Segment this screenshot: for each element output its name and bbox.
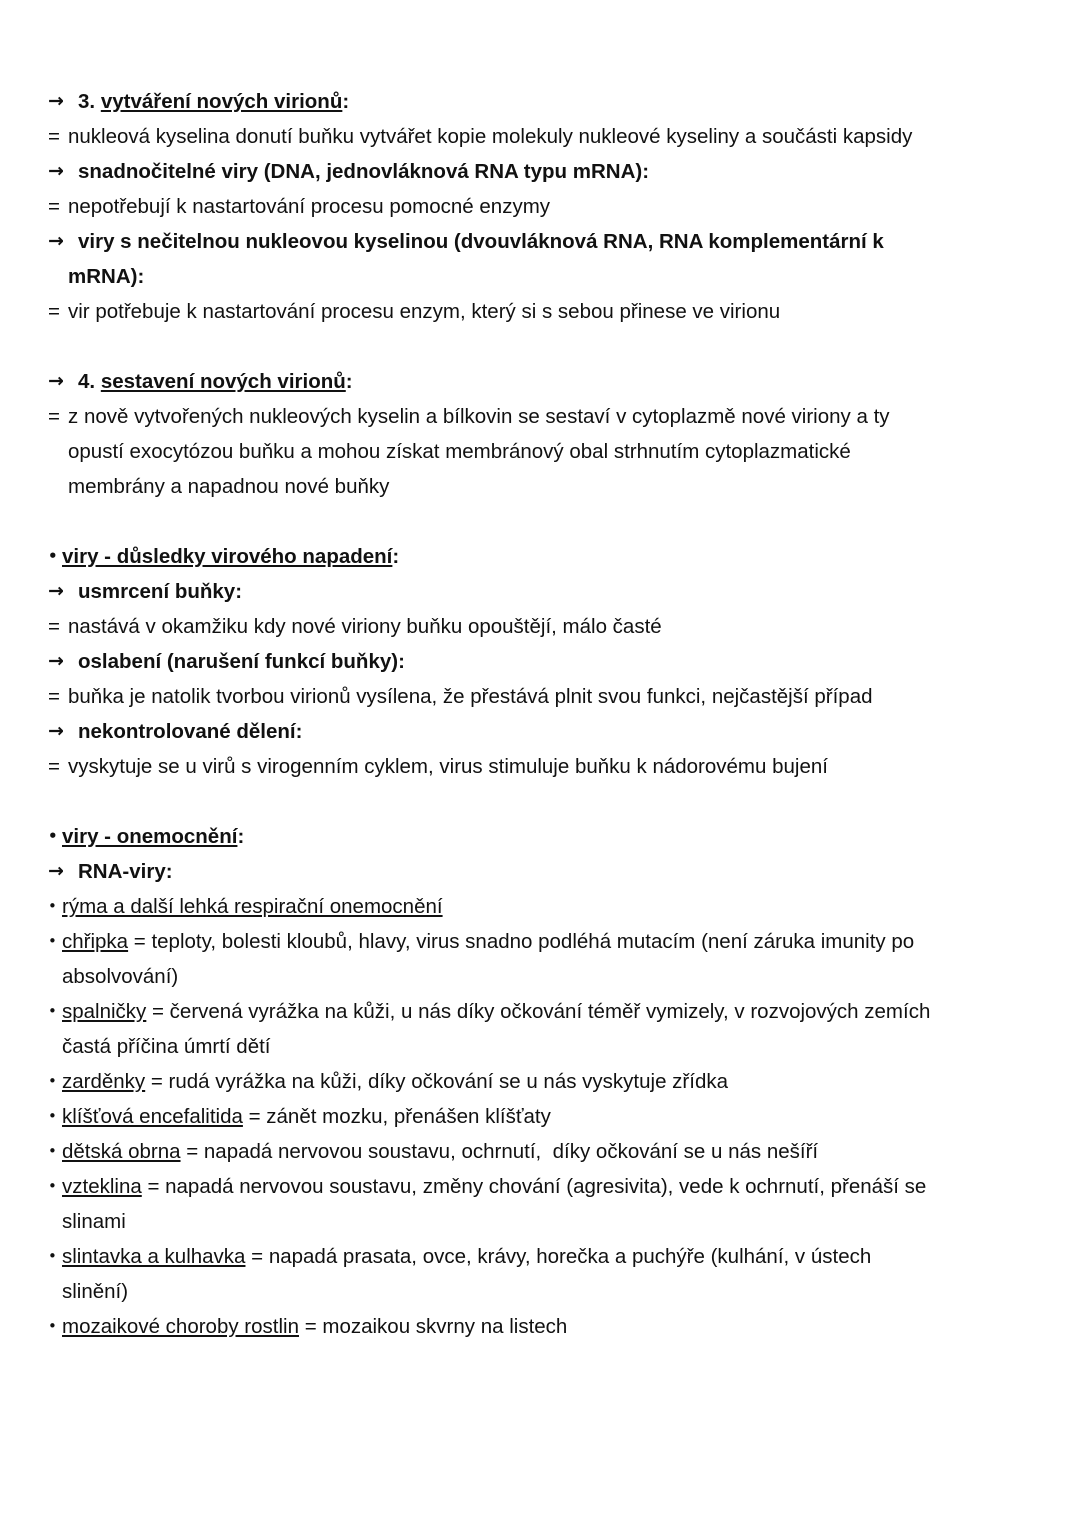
heading-text: oslabení (narušení funkcí buňky): [78,650,405,673]
bullet-icon: • [48,1142,57,1160]
arrow-icon: → [48,580,64,602]
body-line-usmrceni [48,609,1020,644]
list-item [48,889,1020,924]
heading-viry-onemocneni [48,819,1020,854]
equals-marker: = [48,755,60,778]
list-item [48,1099,1020,1134]
bullet-icon: • [48,1317,57,1335]
heading-viry-s-necitelnou-kyselinou-line2 [48,259,1020,294]
body-line-vir-potrebuje [48,294,1020,329]
bullet-icon: • [48,932,57,950]
heading-rna-viry [48,854,1020,889]
section-gap [48,784,1020,819]
equals-marker: = [48,685,60,708]
heading-text-line2: mRNA): [68,265,145,288]
section-gap [48,504,1020,539]
disease-description: = rudá vyrážka na kůži, díky očkování se u nás vyskytuje zřídka [145,1070,728,1093]
bullet-icon: • [48,827,58,845]
heading-underlined-text: vytváření nových virionů [100,90,343,113]
bullet-icon: • [48,1247,57,1265]
list-item-continuation [48,959,1020,994]
disease-description: = napadá nervovou soustavu, změny chování (agresivita), vede k ochrnutí, přenáší se [141,1175,927,1198]
body-line-nepotrebuji [48,189,1020,224]
arrow-icon: → [48,720,64,742]
body-line-sestaveni-2 [48,434,1020,469]
heading-suffix: : [237,825,245,848]
disease-description-line2: absolvování) [62,965,179,988]
disease-name: spalničky [62,1000,147,1023]
disease-description: = teploty, bolesti kloubů, hlavy, virus snadno podléhá mutacím (není záruka imunity po [128,930,915,953]
body-line-sestaveni-3 [48,469,1020,504]
heading-text: snadnočitelné viry (DNA, jednovláknová RNA typu mRNA): [78,160,650,183]
heading-sestaveni-novych-virionu [48,364,1020,399]
heading-underlined-text: viry - důsledky virového napadení [62,545,393,568]
heading-text: RNA-viry: [78,860,173,883]
list-item-continuation [48,1204,1020,1239]
body-text: nukleová kyselina donutí buňku vytvářet kopie molekuly nukleové kyseliny a součásti kapsidy [68,125,913,148]
heading-oslabeni [48,644,1020,679]
bullet-icon: • [48,897,57,915]
heading-viry-s-necitelnou-kyselinou [48,224,1020,259]
disease-name: vzteklina [62,1175,142,1198]
body-text: nastává v okamžiku kdy nové viriony buňku opouštějí, málo časté [68,615,662,638]
list-item [48,1239,1020,1274]
disease-description: = červená vyrážka na kůži, u nás díky očkování téměř vymizely, v rozvojových zemích [146,1000,931,1023]
list-item [48,924,1020,959]
disease-description: = zánět mozku, přenášen klíšťaty [242,1105,551,1128]
disease-description-line2: slinami [62,1210,126,1233]
list-item [48,994,1020,1029]
equals-marker: = [48,615,60,638]
disease-description: = napadá nervovou soustavu, ochrnutí, díky očkování se u nás nešíří [180,1140,819,1163]
bullet-icon: • [48,1072,57,1090]
disease-name: rýma a další lehká respirační onemocnění [62,895,443,918]
body-text-line1: z nově vytvořených nukleových kyselin a bílkovin se sestaví v cytoplazmě nové viriony a ty [68,405,890,428]
disease-name: slintavka a kulhavka [62,1245,246,1268]
disease-description-line2: častá příčina úmrtí dětí [62,1035,271,1058]
heading-underlined-text: viry - onemocnění [62,825,238,848]
equals-marker: = [48,300,60,323]
arrow-icon: → [48,230,64,252]
disease-description: = napadá prasata, ovce, krávy, horečka a puchýře (kulhání, v ústech [245,1245,872,1268]
disease-name: dětská obrna [62,1140,181,1163]
document-body [48,84,1020,1344]
bullet-icon: • [48,547,58,565]
arrow-icon: → [48,370,64,392]
list-item-continuation [48,1274,1020,1309]
arrow-icon: → [48,860,64,882]
heading-vytvareni-novych-virionu [48,84,1020,119]
body-text: vir potřebuje k nastartování procesu enzym, který si s sebou přinese ve virionu [68,300,781,323]
body-line-oslabeni [48,679,1020,714]
bullet-icon: • [48,1107,57,1125]
list-item [48,1064,1020,1099]
body-line-nekontrolovane-deleni [48,749,1020,784]
heading-nekontrolovane-deleni [48,714,1020,749]
list-item [48,1169,1020,1204]
list-item-continuation [48,1029,1020,1064]
heading-usmrceni-bunky [48,574,1020,609]
body-line-nukleova-kyselina [48,119,1020,154]
section-gap [48,329,1020,364]
body-text: buňka je natolik tvorbou virionů vysílena, že přestává plnit svou funkci, nejčastější případ [68,685,873,708]
heading-suffix: : [392,545,400,568]
bullet-icon: • [48,1002,57,1020]
list-item [48,1309,1020,1344]
heading-underlined-text: sestavení nových virionů [100,370,346,393]
arrow-icon: → [48,90,64,112]
heading-number: 3. [78,90,96,113]
heading-text-line1: viry s nečitelnou nukleovou kyselinou (dvouvláknová RNA, RNA komplementární k [78,230,884,253]
body-text: vyskytuje se u virů s virogenním cyklem, virus stimuluje buňku k nádorovému bujení [68,755,828,778]
equals-marker: = [48,405,60,428]
equals-marker: = [48,125,60,148]
disease-name: chřipka [62,930,129,953]
disease-name: klíšťová encefalitida [62,1105,243,1128]
equals-marker: = [48,195,60,218]
arrow-icon: → [48,160,64,182]
heading-text: nekontrolované dělení: [78,720,303,743]
heading-snadnocitelne-viry [48,154,1020,189]
body-text-line3: membrány a napadnou nové buňky [68,475,390,498]
disease-description: = mozaikou skvrny na listech [299,1315,568,1338]
body-line-sestaveni-1 [48,399,1020,434]
body-text: nepotřebují k nastartování procesu pomocné enzymy [68,195,551,218]
disease-name: mozaikové choroby rostlin [62,1315,299,1338]
heading-number: 4. [78,370,96,393]
heading-dusledky-viroveho-napadeni [48,539,1020,574]
list-item [48,1134,1020,1169]
disease-description-line2: slinění) [62,1280,129,1303]
heading-suffix: : [342,90,350,113]
arrow-icon: → [48,650,64,672]
heading-text: usmrcení buňky: [78,580,243,603]
disease-name: zarděnky [62,1070,146,1093]
bullet-icon: • [48,1177,57,1195]
heading-suffix: : [345,370,353,393]
body-text-line2: opustí exocytózou buňku a mohou získat membránový obal strhnutím cytoplazmatické [68,440,851,463]
